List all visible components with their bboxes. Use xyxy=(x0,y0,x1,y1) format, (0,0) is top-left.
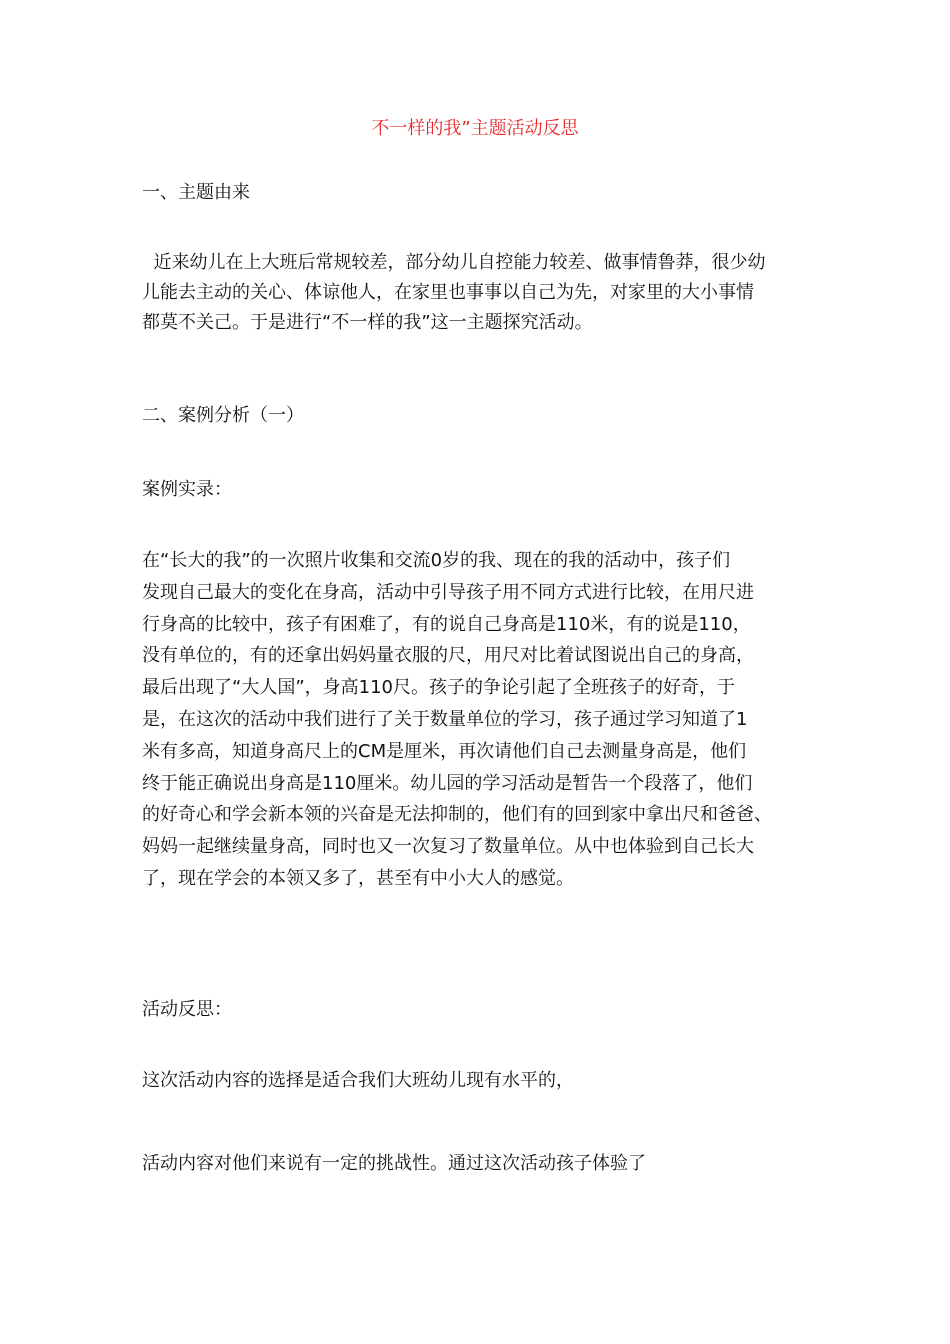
case-line: 发现自己最大的变化在身高，活动中引导孩子用不同方式进行比较，在用尺进 xyxy=(142,581,754,603)
intro-paragraph xyxy=(142,248,822,338)
case-line: 终于能正确说出身高是110厘米。幼儿园的学习活动是暂告一个段落了，他们 xyxy=(142,772,753,794)
case-record-label: 案例实录： xyxy=(142,479,232,500)
case-line: 妈妈一起继续量身高，同时也又一次复习了数量单位。从中也体验到自己长大 xyxy=(142,836,754,858)
case-line: 行身高的比较中，孩子有困难了，有的说自己身高是110米，有的说是110， xyxy=(142,613,751,635)
intro-line: 都莫不关己。于是进行“不一样的我”这一主题探究活动。 xyxy=(142,312,593,333)
intro-line: 近来幼儿在上大班后常规较差，部分幼儿自控能力较差、做事情鲁莽，很少幼 xyxy=(142,252,766,273)
case-line: 的好奇心和学会新本领的兴奋是无法抑制的，他们有的回到家中拿出尺和爸爸、 xyxy=(142,804,772,826)
case-line: 最后出现了“大人国”，身高110尺。孩子的争论引起了全班孩子的好奇，于 xyxy=(142,677,736,699)
reflection-line: 这次活动内容的选择是适合我们大班幼儿现有水平的， xyxy=(142,1070,574,1091)
section-heading-case-analysis: 二、案例分析（一） xyxy=(142,405,304,426)
case-line: 米有多高，知道身高尺上的CM是厘米，再次请他们自己去测量身高是，他们 xyxy=(142,740,747,762)
document-title: 不一样的我”主题活动反思 xyxy=(371,118,579,139)
section-heading-theme-origin: 一、主题由来 xyxy=(142,182,250,203)
intro-line: 儿能去主动的关心、体谅他人，在家里也事事以自己为先，对家里的大小事情 xyxy=(142,282,754,303)
case-line: 没有单位的，有的还拿出妈妈量衣服的尺，用尺对比着试图说出自己的身高， xyxy=(142,645,754,667)
case-line: 了，现在学会的本领又多了，甚至有中小大人的感觉。 xyxy=(142,867,574,889)
case-line: 在“长大的我”的一次照片收集和交流0岁的我、现在的我的活动中，孩子们 xyxy=(142,550,731,571)
case-line: 是，在这次的活动中我们进行了关于数量单位的学习，孩子通过学习知道了1 xyxy=(142,708,748,730)
reflection-label: 活动反思： xyxy=(142,999,232,1020)
reflection-line: 活动内容对他们来说有一定的挑战性。通过这次活动孩子体验了 xyxy=(142,1153,646,1174)
case-record-paragraph xyxy=(142,545,822,895)
